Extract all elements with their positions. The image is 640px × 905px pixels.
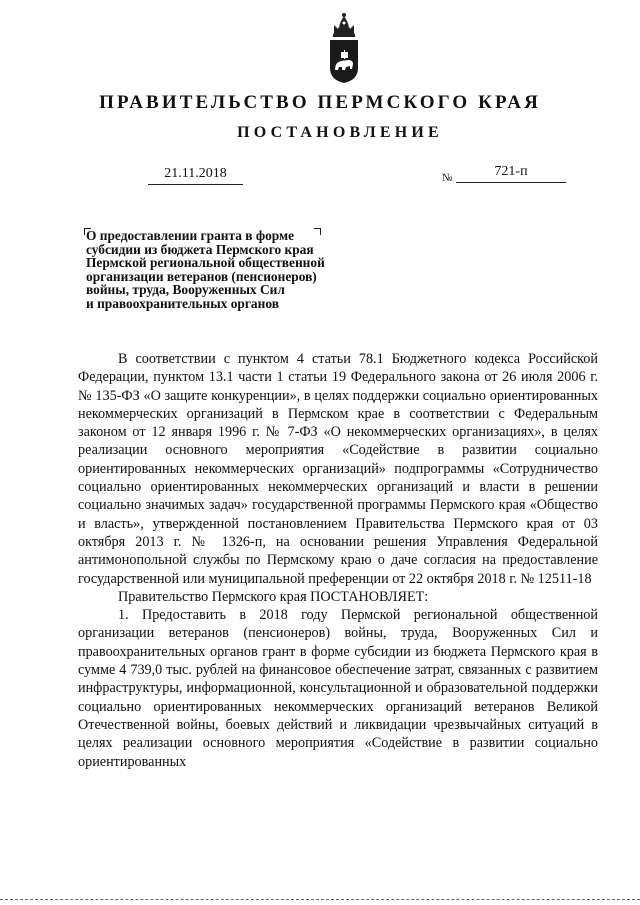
document-number: 721-п: [456, 164, 566, 183]
resolution-paragraph: Правительство Пермского края ПОСТАНОВЛЯЕТ:: [118, 588, 429, 605]
document-body: [78, 350, 598, 771]
document-type-title: ПОСТАНОВЛЕНИЕ: [237, 124, 443, 141]
document-date: 21.11.2018: [148, 166, 243, 185]
number-sign: №: [442, 172, 453, 184]
subject-line: субсидии из бюджета Пермского края: [86, 241, 314, 257]
page-bottom-divider: [0, 899, 640, 900]
government-title: ПРАВИТЕЛЬСТВО ПЕРМСКОГО КРАЯ: [99, 92, 541, 113]
preamble-paragraph: В соответствии с пунктом 4 статьи 78.1 Бюджетного кодекса Российской Федерации, пунктом 13.1 части 1 статьи 19 Федерального закона от 26 июля 2006 г. № 135-ФЗ «О защите конкуренции», в целях поддержки социально ориентированных некоммерческих организаций в Пермском крае в соответствии с Федеральным законом от 12 января 1996 г. № 7-ФЗ «О некоммерческих организациях», в целях реализации основного мероприятия «Содействие в развитии социально ориентированных некоммерческих организаций» подпрограммы «Сотрудничество социально ориентированных некоммерческих организаций и власти в решении социально значимых задач» государственной программы Пермского края «Общество и власть», утвержденной постановлением Правительства Пермского края от 03 октября 2013 г. № 1326-п, на основании решения Управления Федеральной антимонопольной службы по Пермскому краю о даче согласия на предоставление государственной или муниципальной преференции от 22 октября 2018 г. № 12511-18: [78, 351, 598, 587]
subject-line: Пермской региональной общественной: [86, 255, 325, 270]
clause-1-paragraph: 1. Предоставить в 2018 году Пермской региональной общественной организации ветеранов (пенсионеров) войны, труда, Вооруженных Сил и правоохранительных органов грант в форме субсидии из бюджета Пермского края в сумме 4 739,0 тыс. рублей на финансовое обеспечение затрат, связанных с развитием инфраструктуры, информационной, консультационной и образовательной поддержки социально ориентированных некоммерческих организаций ветеранов Великой Отечественной войны, боевых действий и ликвидации чрезвычайных ситуаций в целях реализации основного мероприятия «Содействие в развитии социально ориентированных: [78, 607, 598, 770]
subject-line: и правоохранительных органов: [86, 295, 279, 311]
perm-krai-coat-of-arms-icon: [326, 12, 362, 84]
subject-block: [86, 229, 386, 310]
subject-line: организации ветеранов (пенсионеров): [86, 268, 317, 284]
subject-line: О предоставлении гранта в форме: [86, 228, 295, 243]
subject-line: войны, труда, Вооруженных Сил: [86, 282, 285, 297]
